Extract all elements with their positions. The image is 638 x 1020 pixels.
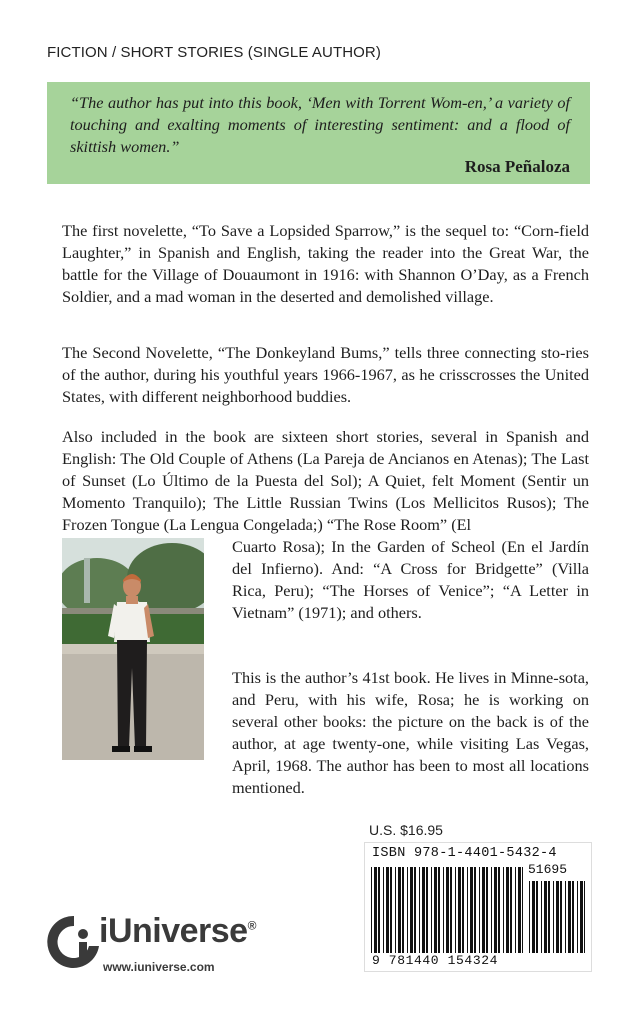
barcode-bar (494, 867, 497, 953)
barcode-bar (544, 881, 547, 953)
registered-mark: ® (247, 918, 256, 933)
barcode-bar (398, 867, 401, 953)
barcode-bar (402, 867, 404, 953)
barcode-bar (510, 867, 512, 953)
barcode-bar (541, 881, 542, 953)
barcode-bar (450, 867, 452, 953)
barcode-bar (443, 867, 444, 953)
author-photo (62, 538, 204, 760)
barcode-bar (506, 867, 509, 953)
barcode-bar (584, 881, 585, 953)
book-category: FICTION / SHORT STORIES (SINGLE AUTHOR) (47, 44, 381, 61)
isbn-text: ISBN 978-1-4401-5432-4 (372, 846, 557, 861)
barcode-bar (426, 867, 428, 953)
ean-digits: 9 781440 154324 (372, 953, 499, 968)
barcode-bar (503, 867, 504, 953)
barcode-bar (434, 867, 437, 953)
barcode-bar (462, 867, 464, 953)
barcode-bar (431, 867, 432, 953)
publisher-name: iUniverse® (99, 912, 256, 950)
barcode-bar (522, 867, 523, 953)
barcode-bar (529, 881, 530, 953)
barcode-bar (458, 867, 461, 953)
barcode-bar (577, 881, 578, 953)
iuniverse-swirl-icon (47, 912, 101, 972)
price-label: U.S. $16.95 (369, 822, 443, 838)
barcode-bar (536, 881, 538, 953)
barcode-bar (498, 867, 500, 953)
barcode-bar (446, 867, 449, 953)
description-paragraph-2: The Second Novelette, “The Donkeyland Bums,” tells three connecting sto-ries of the author, during his youthful years 1966-1967, as he crisscrosses the United States, with different neighborhood buddies. (62, 343, 589, 406)
barcode-bar (470, 867, 473, 953)
barcode-bar (572, 881, 574, 953)
barcode-bar (580, 881, 583, 953)
paragraph-3-top: Also included in the book are sixteen short stories, several in Spanish and English: The Old Couple of Athens (La Pareja de Ancianos en Atenas); The Last of Sunset (Lo Último de la Puesta del Sol); A Quiet, felt Moment (Sentir un Momento Tranquilo); The Little Russian Twins (Los Mellicitos Rusos); The Frozen Tongue (La Lengua Congelada;) “The Rose Room” (El (62, 427, 589, 534)
barcode-bar (422, 867, 425, 953)
barcode-bar (568, 881, 571, 953)
barcode-bar (407, 867, 408, 953)
barcode-bar (455, 867, 456, 953)
barcode-bar (467, 867, 468, 953)
barcode-bar (419, 867, 420, 953)
price-code: 51695 (528, 862, 568, 877)
barcode-bar (565, 881, 566, 953)
barcode-bar (491, 867, 492, 953)
barcode-bar (438, 867, 440, 953)
barcode-bar (414, 867, 416, 953)
publisher-url: www.iuniverse.com (103, 960, 215, 974)
author-photo-image (62, 538, 204, 760)
barcode-bar (474, 867, 476, 953)
barcode-bar (486, 867, 488, 953)
paragraph-3-bottom: Cuarto Rosa); In the Garden of Scheol (En el Jardín del Infierno). And: “A Cross for Bridgette” (Villa Rica, Peru); “The Horses of Venice”; “A Letter in Vietnam” (1971); and others. (232, 537, 589, 622)
barcode-bar (374, 867, 377, 953)
barcode-bar (390, 867, 392, 953)
barcode-bar (395, 867, 396, 953)
barcode-bar (532, 881, 535, 953)
barcode-bar (479, 867, 480, 953)
blurb-author: Rosa Peñaloza (464, 157, 570, 176)
barcode-bar (383, 867, 384, 953)
barcode-bar (556, 881, 559, 953)
barcode-bar (515, 867, 516, 953)
blurb-quote: “The author has put into this book, ‘Men with Torrent Wom-en,’ a variety of touching and exalting moments of interesting sentiment: and a flood of skittish women.” (70, 93, 570, 156)
barcode-bar (410, 867, 413, 953)
publisher-logo (47, 910, 317, 976)
barcode-bar (548, 881, 550, 953)
barcode-bar (371, 867, 372, 953)
barcode-bar (560, 881, 562, 953)
barcode-bar (482, 867, 485, 953)
barcode-bar (378, 867, 380, 953)
author-bio: This is the author’s 41st book. He lives in Minne-sota, and Peru, with his wife, Rosa; he is working on several other books: the picture on the back is of the author, at age twenty-one, while visiting Las Vegas, April, 1968. The author has been to most all locations mentioned. (232, 668, 589, 797)
barcode-bar (386, 867, 389, 953)
description-paragraph-1: The first novelette, “To Save a Lopsided Sparrow,” is the sequel to: “Corn-field Laughter,” in Spanish and English, taking the reader into the Great War, the battle for the Village of Douaumont in 1916: with Shannon O’Day, as a French Soldier, and a mad woman in the deserted and demolished village. (62, 221, 589, 306)
barcode-bar (553, 881, 554, 953)
barcode-bar (518, 867, 521, 953)
